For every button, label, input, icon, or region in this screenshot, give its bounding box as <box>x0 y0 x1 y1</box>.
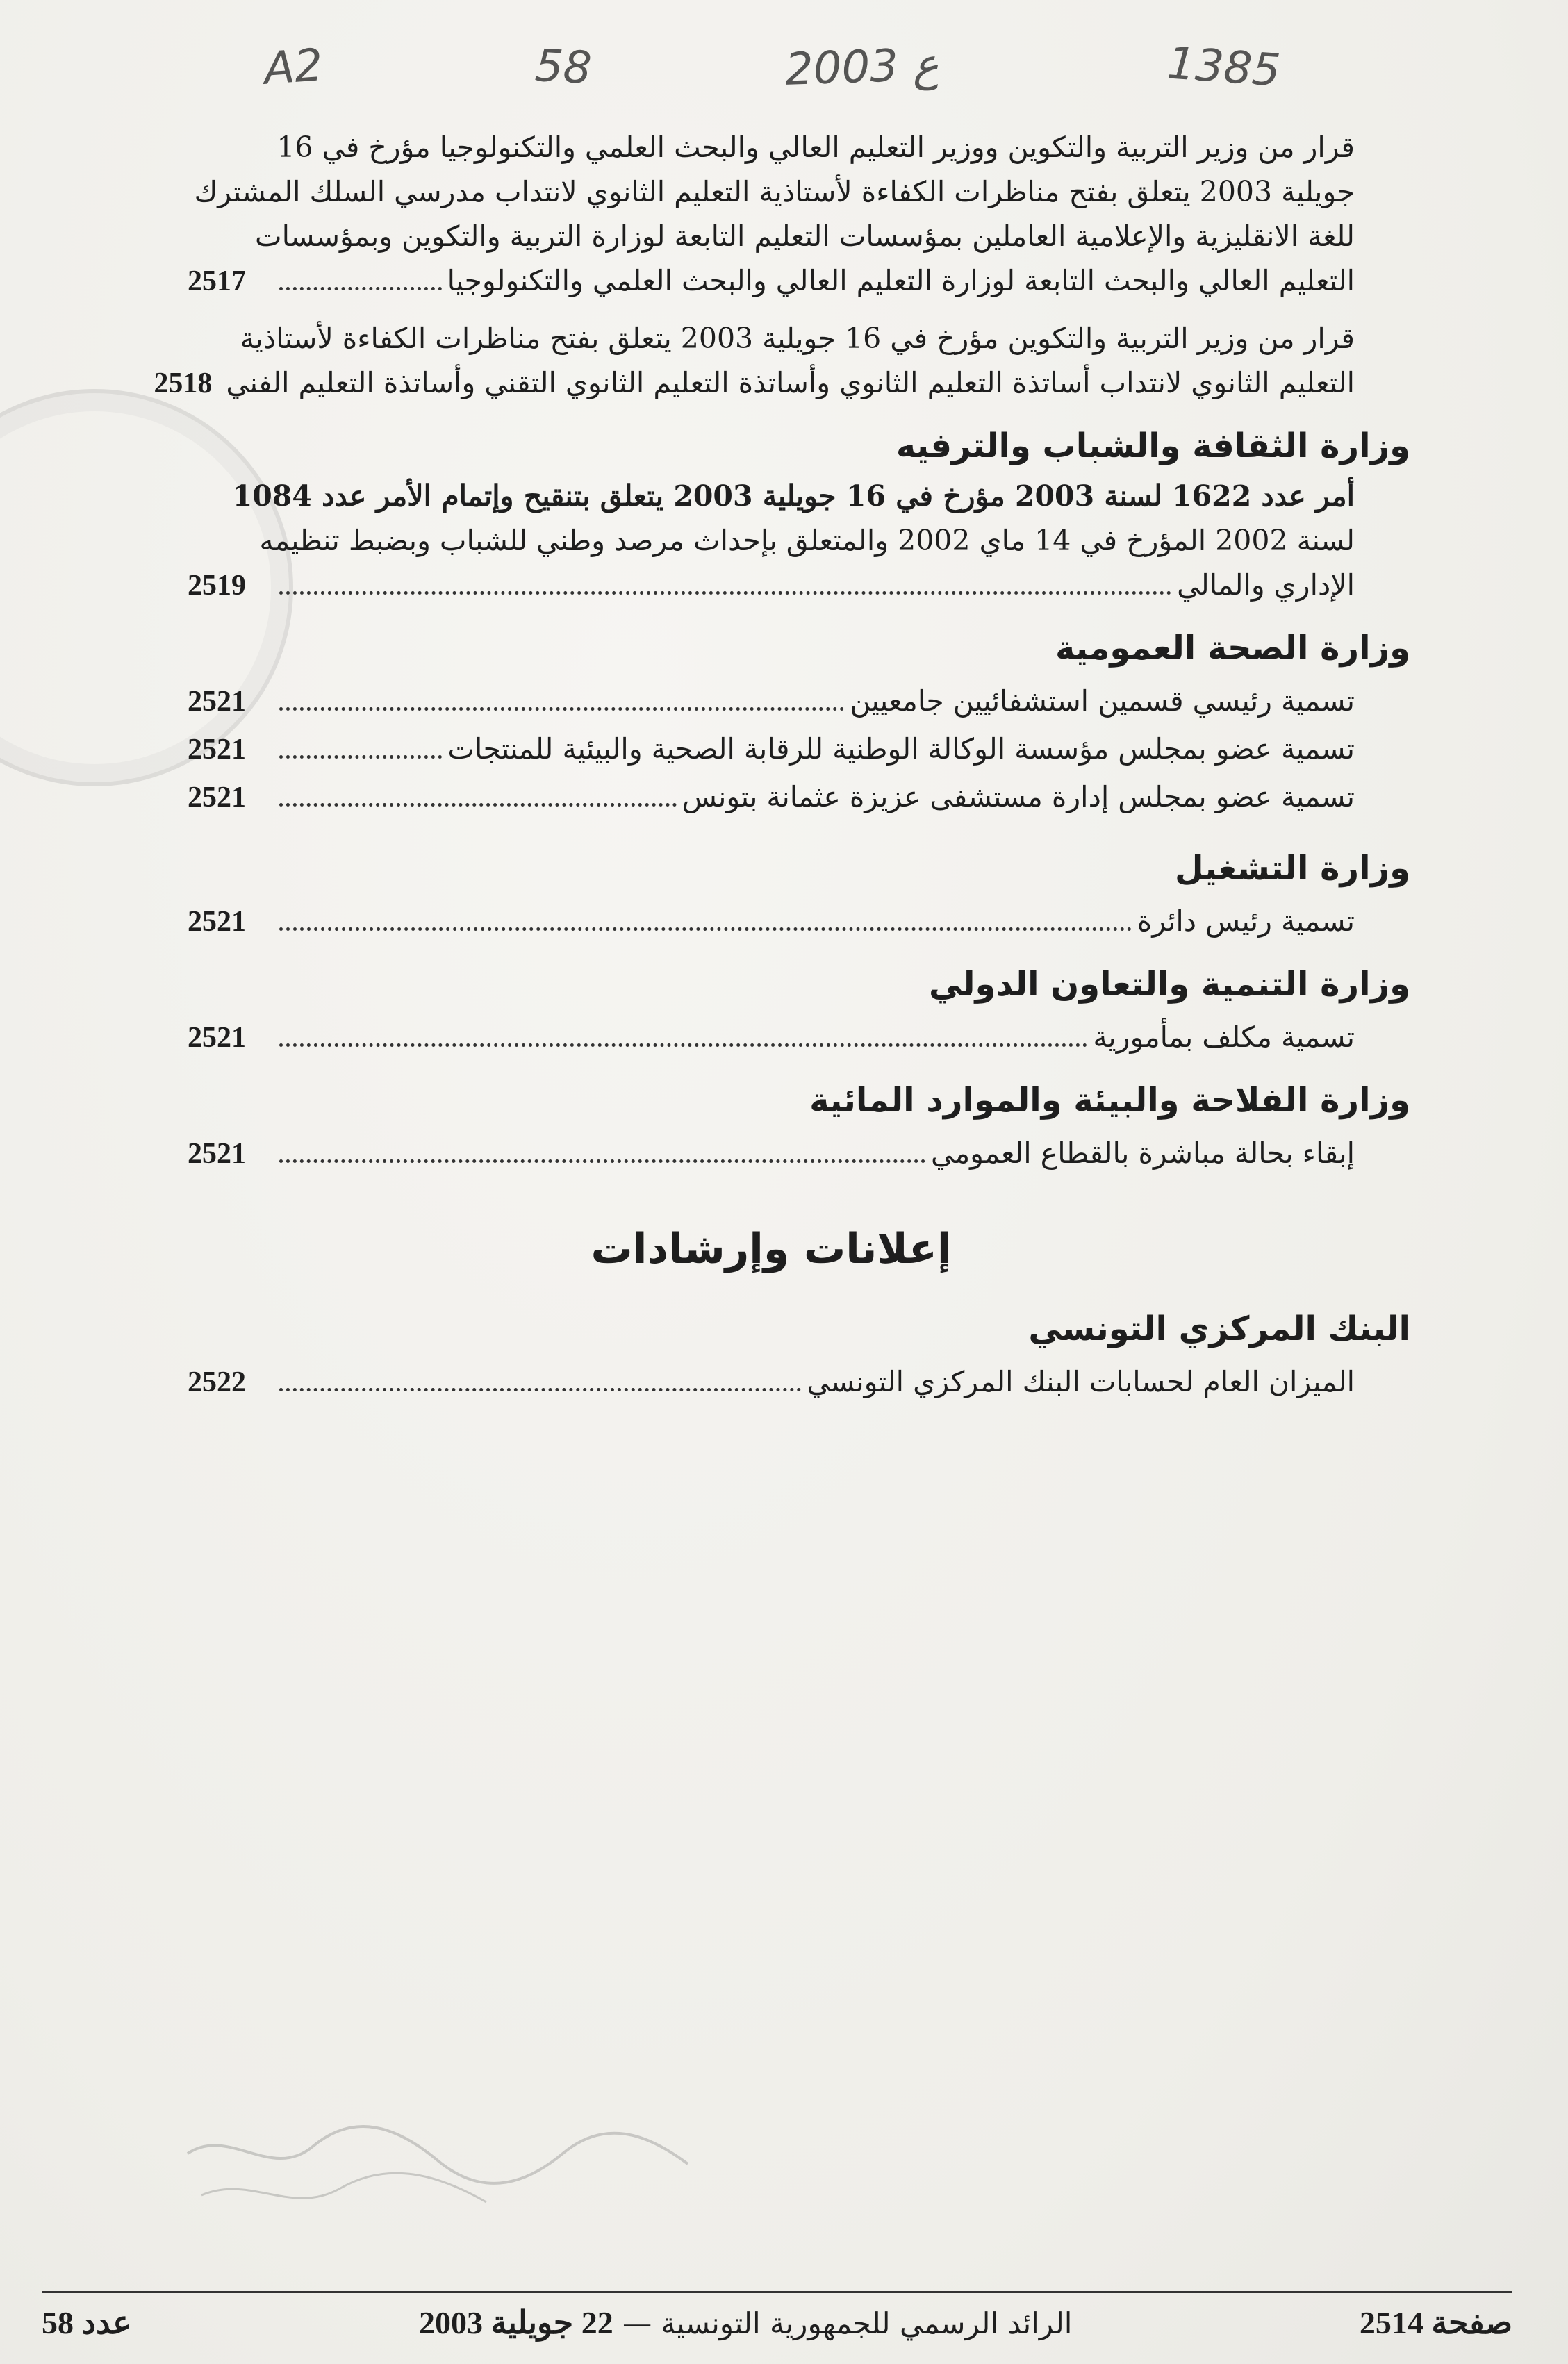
entry-line: التعليم الثانوي لانتداب أساتذة التعليم الثانوي وأساتذة التعليم الثانوي التقني وأساتذة التعليم الفني <box>226 366 1355 399</box>
entry-line: جويلية 2003 يتعلق بفتح مناظرات الكفاءة لأستاذية التعليم الثانوي لانتداب مدرسي السلك المشترك <box>194 175 1355 208</box>
footer-divider <box>42 2291 1512 2293</box>
handwritten-note: 58 <box>534 40 593 95</box>
entry-text: تسمية رئيس دائرة <box>1137 904 1355 938</box>
toc-entry <box>188 775 1355 820</box>
page-number: 2521 <box>188 906 246 938</box>
entry-line: للغة الانقليزية والإعلامية العاملين بمؤسسات التعليم التابعة لوزارة التربية والتكوين وبمؤسسات <box>254 220 1355 253</box>
toc-entry <box>188 727 1355 772</box>
table-of-contents <box>154 125 1410 1407</box>
dot-leader <box>279 707 844 711</box>
ministry-heading: وزارة الصحة العمومية <box>1055 629 1410 668</box>
ministry-heading: وزارة الثقافة والشباب والترفيه <box>896 427 1410 465</box>
ministry-heading: وزارة التشغيل <box>1174 849 1410 888</box>
dot-leader <box>279 927 1132 931</box>
toc-entry <box>188 1015 1355 1060</box>
entry-line: الإداري والمالي <box>1177 568 1355 602</box>
page-number: 2522 <box>188 1366 246 1398</box>
entry-line: التعليم العالي والبحث التابعة لوزارة التعليم العالي والبحث العلمي والتكنولوجيا <box>447 264 1355 297</box>
entry-text: تسمية عضو بمجلس إدارة مستشفى عزيزة عثمانة بتونس <box>682 780 1355 813</box>
dot-leader <box>279 287 442 290</box>
page-number: 2521 <box>188 1138 246 1170</box>
page-number: 2521 <box>188 782 246 813</box>
handwritten-note: A2 <box>262 40 324 95</box>
dot-leader <box>279 803 677 807</box>
entry-text: إبقاء بحالة مباشرة بالقطاع العمومي <box>931 1136 1355 1170</box>
toc-entry <box>188 899 1355 944</box>
faded-handwriting <box>174 2098 702 2237</box>
entry-line: لسنة 2002 المؤرخ في 14 ماي 2002 والمتعلق بإحداث مرصد وطني للشباب وبضبط تنظيمه <box>259 524 1355 557</box>
journal-title: الرائد الرسمي للجمهورية التونسية — 22 جويلية 2003 <box>418 2305 1073 2340</box>
entry-text: تسمية مكلف بمأمورية <box>1093 1020 1355 1054</box>
page-number: 2521 <box>188 1022 246 1054</box>
page-number: 2517 <box>188 265 246 297</box>
issue-date: 22 جويلية 2003 <box>418 2305 613 2340</box>
dot-leader <box>279 1388 801 1391</box>
dot-leader <box>279 1159 925 1163</box>
entry-text: تسمية عضو بمجلس مؤسسة الوكالة الوطنية للرقابة الصحية والبيئية للمنتجات <box>447 732 1355 766</box>
page-number: 2518 <box>154 367 213 399</box>
entry-line: قرار من وزير التربية والتكوين مؤرخ في 16 جويلية 2003 يتعلق بفتح مناظرات الكفاءة لأستاذية <box>240 322 1355 355</box>
toc-entry <box>188 1359 1355 1405</box>
toc-entry <box>188 679 1355 724</box>
page-label: صفحة 2514 <box>1359 2305 1512 2340</box>
entry-text: تسمية رئيسي قسمين استشفائيين جامعيين <box>850 684 1355 718</box>
page-number: 2519 <box>188 570 246 602</box>
dot-leader <box>279 591 1171 595</box>
ministry-heading: وزارة الفلاحة والبيئة والموارد المائية <box>809 1081 1410 1120</box>
entry-line: قرار من وزير التربية والتكوين ووزير التعليم العالي والبحث العلمي والتكنولوجيا مؤرخ في 16 <box>277 131 1355 164</box>
toc-entry <box>188 474 1355 608</box>
toc-entry <box>188 1131 1355 1176</box>
dot-leader <box>279 755 442 759</box>
handwritten-note: 1385 <box>1165 38 1282 97</box>
handwritten-note: ع 2003 <box>784 39 940 96</box>
toc-entry <box>154 316 1355 406</box>
ministry-heading: وزارة التنمية والتعاون الدولي <box>928 965 1410 1004</box>
page-number: 2521 <box>188 686 246 718</box>
toc-entry <box>188 125 1355 304</box>
dot-leader <box>279 1043 1087 1047</box>
announcements-title: إعلانات وإرشادات <box>591 1225 952 1273</box>
page-footer <box>42 2304 1512 2341</box>
institution-heading: البنك المركزي التونسي <box>1028 1309 1410 1348</box>
page-number: 2521 <box>188 734 246 766</box>
entry-text: الميزان العام لحسابات البنك المركزي التونسي <box>807 1365 1355 1398</box>
issue-number: عدد 58 <box>42 2305 132 2340</box>
entry-line: أمر عدد 1622 لسنة 2003 مؤرخ في 16 جويلية 2003 يتعلق بتنقيح وإتمام الأمر عدد 1084 <box>232 479 1355 513</box>
